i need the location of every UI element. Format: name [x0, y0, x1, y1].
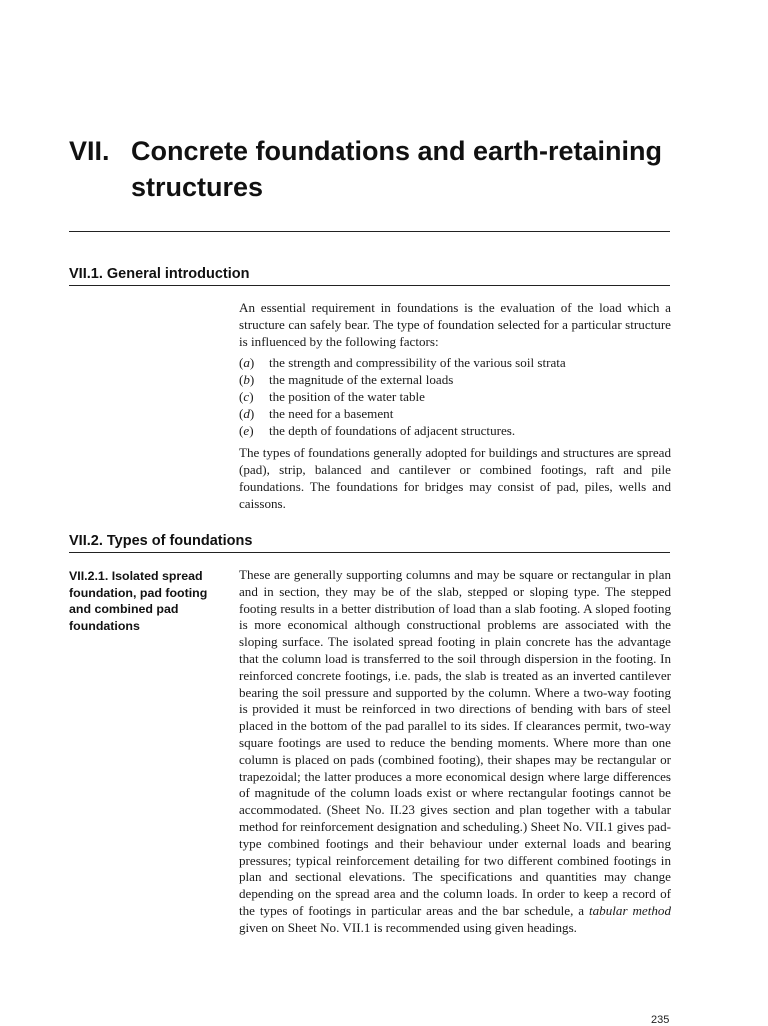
chapter-title: Concrete foundations and earth-retaining structures — [131, 136, 663, 202]
list-item: (b) the magnitude of the external loads — [239, 372, 454, 388]
intro-paragraph: An essential requirement in foundations is the evaluation of the load which a structure can safely bear. The type of foundation selected for a particular structure is influenced by the following factors: — [239, 300, 671, 349]
factor-list — [239, 355, 671, 439]
list-item: (d) the need for a basement — [239, 405, 394, 421]
section-heading-general-introduction: VII.1. General introduction — [69, 266, 670, 286]
page-number: 235 — [651, 1014, 670, 1026]
subsection-paragraph: These are generally supporting columns and may be square or rectangular in plan and in section, they may be of the slab, stepped or sloping type. The stepped footing results in a better distribution of load than a slab footing. A sloped footing is more economical although constructional problems are associated with the sloping surface. The isolated spread footing in plain concrete has the advantage that the column load is transferred to the soil through dispersion in the footing. In reinforced concrete footings, i.e. pads, the slab is treated as an inverted cantilever bearing the soil pressure and supported by the column. Where a two-way footing is provided it must be reinforced in two directions of bending with bars of steel placed in the bottom of the pad parallel to its sides. If clearances permit, two-way square footings are used to reduce the bending moments. Where more than one column is placed on pads (combined footing), their shapes may be rectangular or trapezoidal; the latter produces a more economical design where large differences of magnitude of the column loads exist or where rectangular footings cannot be accommodated. (Sheet No. II.23 gives section and plan together with a tabular method for reinforcement designation and scheduling.) Sheet No. VII.1 gives pad-type combined footings and their behaviour under external loads and bearing pressures; typical reinforcement detailing for two different combined footings in plan and sectional elevations. The specifications and quantities may change depending on the spread area and the column loads. In order to keep a record of the types of footings in particular areas and the bar schedule, a tabular method given on Sheet No. VII.1 is recommended using given headings. — [239, 567, 671, 935]
list-item: (a) the strength and compressibility of the various soil strata — [239, 355, 566, 371]
subsection-body — [239, 567, 671, 937]
emphasis-tabular-method: tabular method — [588, 902, 671, 918]
list-item: (e) the depth of foundations of adjacent structures. — [239, 422, 516, 438]
section-heading-types-of-foundations: VII.2. Types of foundations — [69, 533, 670, 553]
chapter-rule — [69, 231, 670, 232]
chapter-number: VII. — [69, 136, 110, 166]
section-body-general-introduction — [239, 300, 671, 513]
list-item: (c) the position of the water table — [239, 388, 425, 404]
subsection-heading: VII.2.1. Isolated spread foundation, pad footing and combined pad foundations — [69, 569, 208, 633]
chapter-heading — [69, 133, 679, 205]
closing-paragraph: The types of foundations generally adopted for buildings and structures are spread (pad), strip, balanced and cantilever or combined footings, raft and pile foundations. The foundations for bridges may consist of pad, piles, wells and caissons. — [239, 445, 671, 511]
